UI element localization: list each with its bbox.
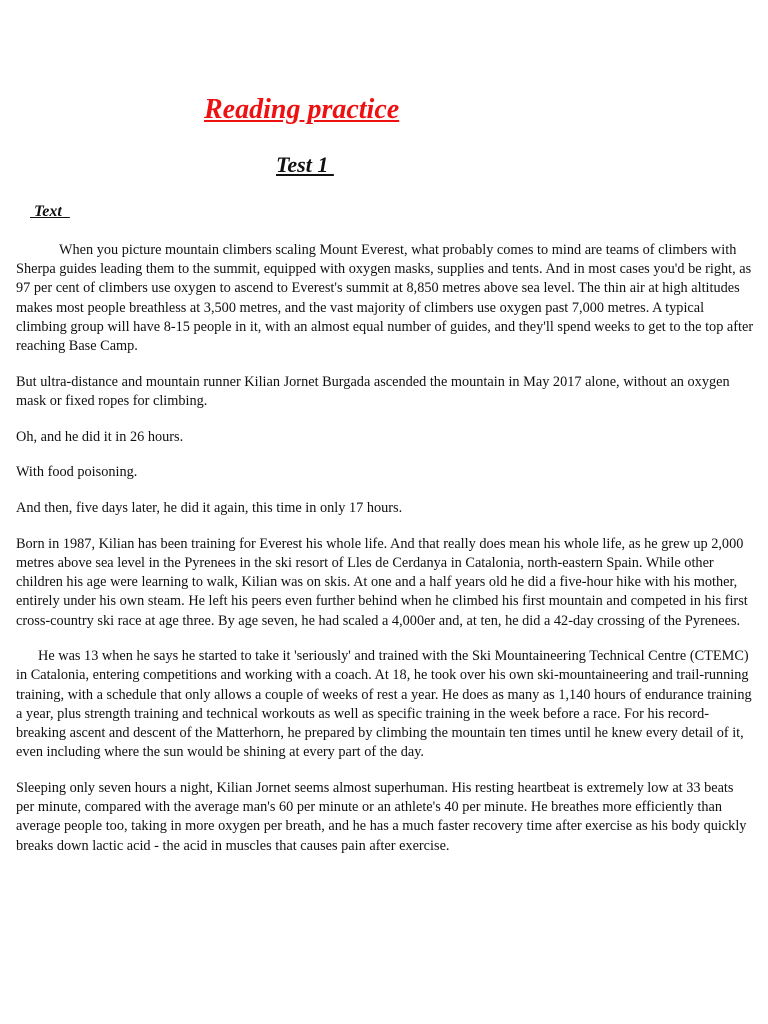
- paragraph-training: He was 13 when he says he started to take it 'seriously' and trained with the Ski Mountaineering Technical Centre (CTEMC) in Catalonia, entering competitions and working with a coach. At 18, he took over his own ski-mountaineering and trail-running training, with a schedule that only allows a couple of weeks of rest a year. He does as many as 1,140 hours of endurance training a year, plus strength training and technical workouts as well as specific training in the week before a race. For his record-breaking ascent and descent of the Matterhorn, he prepared by climbing the mountain ten times until he knew every detail of it, even including where the sun would be shining at every part of the day.: [16, 648, 752, 761]
- paragraph-physiology: Sleeping only seven hours a night, Kilian Jornet seems almost superhuman. His resting heartbeat is extremely low at 33 beats per minute, compared with the average man's 60 per minute or an athlete's 40 per minute. He breathes more efficiently than average people too, taking in more oxygen per breath, and he has a much faster recovery time after exercise as his body quickly breaks down lactic acid - the acid in muscles that causes pain after exercise.: [16, 779, 747, 854]
- test-heading: Test 1: [276, 152, 334, 177]
- paragraph-intro: When you picture mountain climbers scaling Mount Everest, what probably comes to mind are teams of climbers with Sherpa guides leading them to the summit, equipped with oxygen masks, supplies and tents. And in most cases you'd be right, as 97 per cent of climbers use oxygen to ascend to Everest's summit at 8,850 metres above sea level. The thin air at high altitudes makes most people breathless at 3,500 metres, and the vast majority of climbers use oxygen past 7,000 metres. A typical climbing group will have 8-15 people in it, with an almost equal number of guides, and they'll spend weeks to get to the top after reaching Base Camp.: [16, 242, 754, 355]
- paragraph-17-hours: And then, five days later, he did it again, this time in only 17 hours.: [16, 500, 403, 517]
- article-body: [16, 241, 754, 872]
- section-label: Text: [30, 203, 70, 220]
- paragraph-childhood: Born in 1987, Kilian has been training for Everest his whole life. And that really does mean his whole life, as he grew up 2,000 metres above sea level in the Pyrenees in the ski resort of Lles de Cerdanya in Catalonia, north-eastern Spain. While other children his age were learning to walk, Kilian was on skis. At one and a half years old he did a five-hour hike with his mother, entirely under his own steam. He left his peers even further behind when he climbed his first mountain and competed in his first cross-country ski race at age three. By age seven, he had scaled a 4,000er and, at ten, he did a 42-day crossing of the Pyrenees.: [16, 535, 748, 629]
- document-title: Reading practice: [204, 94, 400, 125]
- paragraph-26-hours: Oh, and he did it in 26 hours.: [16, 428, 184, 445]
- paragraph-food-poisoning: With food poisoning.: [16, 464, 138, 481]
- paragraph-ascent: But ultra-distance and mountain runner Kilian Jornet Burgada ascended the mountain in May 2017 alone, without an oxygen mask or fixed ropes for climbing.: [16, 373, 730, 409]
